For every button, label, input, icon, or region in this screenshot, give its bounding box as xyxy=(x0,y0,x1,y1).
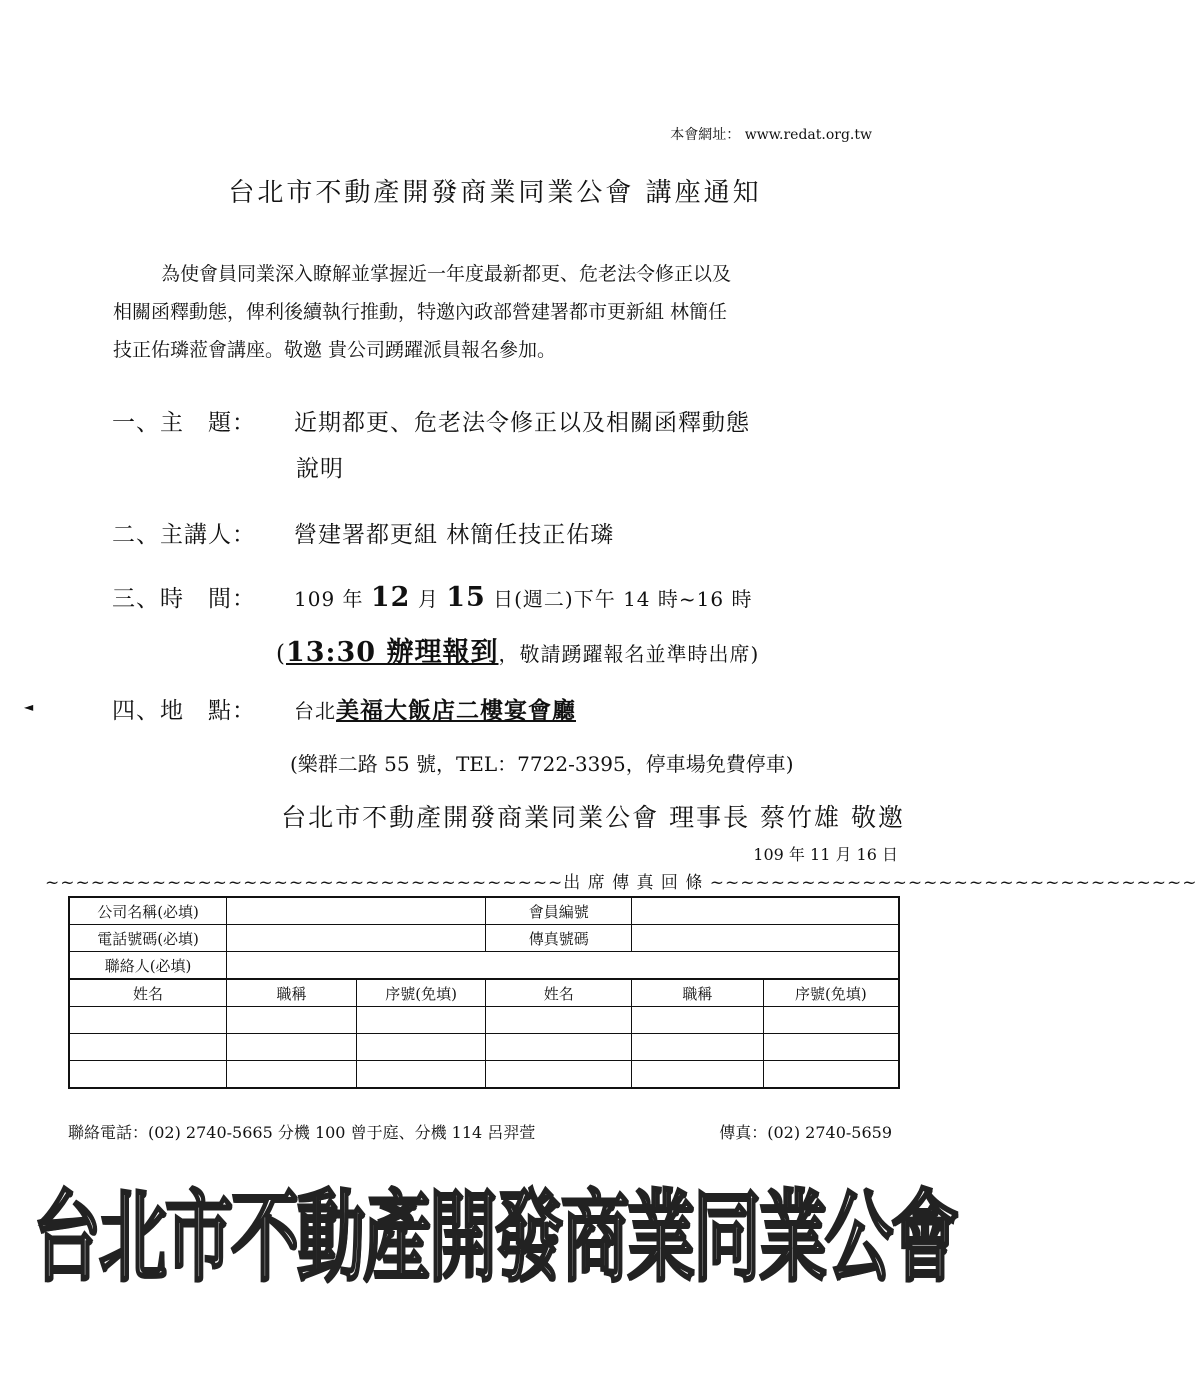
attendee-cell[interactable] xyxy=(69,1034,227,1061)
item-place xyxy=(112,692,576,725)
phone-label: 電話號碼(必填) xyxy=(69,925,227,952)
item-time xyxy=(112,580,752,613)
company-field[interactable] xyxy=(227,897,486,925)
checkin-open: ( xyxy=(276,641,286,667)
table-row xyxy=(69,1034,899,1061)
contact-label: 聯絡人(必填) xyxy=(69,952,227,980)
item-speaker xyxy=(112,516,614,549)
checkin-note xyxy=(276,630,759,669)
attendee-cell[interactable] xyxy=(227,1034,357,1061)
place-venue: 美福大飯店二樓宴會廳 xyxy=(336,697,576,724)
contact-field[interactable] xyxy=(227,952,899,980)
table-row xyxy=(69,1061,899,1089)
time-year: 109 年 xyxy=(294,587,371,611)
header-name: 姓名 xyxy=(69,979,227,1007)
association-stamp xyxy=(0,1160,990,1297)
intro-line: 相關函釋動態，俾利後續執行推動，特邀內政部營建署都市更新組 林簡任 xyxy=(113,301,728,323)
attendee-cell[interactable] xyxy=(632,1034,764,1061)
signature-line: 台北市不動產開發商業同業公會 理事長 蔡竹雄 敬邀 xyxy=(281,803,905,832)
topic-text: 近期都更、危老法令修正以及相關函釋動態 xyxy=(294,410,750,436)
intro-line: 技正佑璘蒞會講座。敬邀 貴公司踴躍派員報名參加。 xyxy=(113,339,557,361)
attendee-cell[interactable] xyxy=(486,1007,632,1034)
attendee-cell[interactable] xyxy=(486,1034,632,1061)
checkin-time: 13:30 辦理報到 xyxy=(285,637,499,668)
time-month-unit: 月 xyxy=(410,587,447,611)
table-row xyxy=(69,1007,899,1034)
attendee-cell[interactable] xyxy=(69,1007,227,1034)
website-url: 本會網址： www.redat.org.tw xyxy=(670,127,872,143)
fax-label: 傳真號碼 xyxy=(486,925,632,952)
attendee-cell[interactable] xyxy=(69,1061,227,1089)
attendee-cell[interactable] xyxy=(356,1061,486,1089)
intro-paragraph xyxy=(113,255,883,369)
speaker-label: 二、主講人： xyxy=(112,522,256,548)
place-detail: (樂群二路 55 號，TEL：7722-3395，停車場免費停車) xyxy=(290,752,794,776)
item-topic xyxy=(112,404,750,437)
attendee-cell[interactable] xyxy=(763,1007,899,1034)
topic-label: 一、主 題： xyxy=(112,410,256,436)
intro-line: 為使會員同業深入瞭解並掌握近一年度最新都更、危老法令修正以及 xyxy=(161,263,732,285)
attendee-cell[interactable] xyxy=(356,1007,486,1034)
attendee-cell[interactable] xyxy=(227,1061,357,1089)
company-label: 公司名稱(必填) xyxy=(69,897,227,925)
fax-reply-divider: ~~~~~~~~~~~~~~~~~~~~~~~~~~~~~~~~~~出 席 傳 真 回 條 ~~~~~~~~~~~~~~~~~~~~~~~~~~~~~~~~ xyxy=(45,873,1198,893)
member-no-label: 會員編號 xyxy=(486,897,632,925)
attendee-cell[interactable] xyxy=(763,1061,899,1089)
attendee-cell[interactable] xyxy=(632,1061,764,1089)
attendee-cell[interactable] xyxy=(356,1034,486,1061)
member-no-field[interactable] xyxy=(632,897,899,925)
stamp-text: 台北市不動產開發商業同業公會 xyxy=(32,1181,957,1297)
header-serial: 序號(免填) xyxy=(356,979,486,1007)
attendee-cell[interactable] xyxy=(632,1007,764,1034)
time-month: 12 xyxy=(370,582,411,613)
fax-field[interactable] xyxy=(632,925,899,952)
time-label: 三、時 間： xyxy=(112,586,256,612)
place-label: 四、地 點： xyxy=(112,698,256,724)
header-title: 職稱 xyxy=(632,979,764,1007)
checkin-rest: ，敬請踴躍報名並準時出席) xyxy=(498,642,760,666)
header-name: 姓名 xyxy=(486,979,632,1007)
speaker-text: 營建署都更組 林簡任技正佑璘 xyxy=(294,522,615,548)
topic-text-continued: 說明 xyxy=(296,456,344,482)
contact-phone: 聯絡電話：(02) 2740-5665 分機 100 曾于庭、分機 114 呂羿萱 xyxy=(68,1123,536,1142)
time-rest: 日(週二)下午 14 時~16 時 xyxy=(485,587,753,611)
page-title: 台北市不動產開發商業同業公會 講座通知 xyxy=(228,178,762,208)
phone-field[interactable] xyxy=(227,925,486,952)
signature-date: 109 年 11 月 16 日 xyxy=(753,845,898,864)
time-day: 15 xyxy=(446,582,486,613)
attendee-cell[interactable] xyxy=(763,1034,899,1061)
attendee-cell[interactable] xyxy=(486,1061,632,1089)
place-prefix: 台北 xyxy=(294,699,336,723)
reply-form-table xyxy=(68,896,900,1089)
header-serial: 序號(免填) xyxy=(763,979,899,1007)
contact-fax: 傳真：(02) 2740-5659 xyxy=(719,1123,892,1142)
attendee-cell[interactable] xyxy=(227,1007,357,1034)
margin-marker-icon: ◄ xyxy=(24,700,34,714)
header-title: 職稱 xyxy=(227,979,357,1007)
